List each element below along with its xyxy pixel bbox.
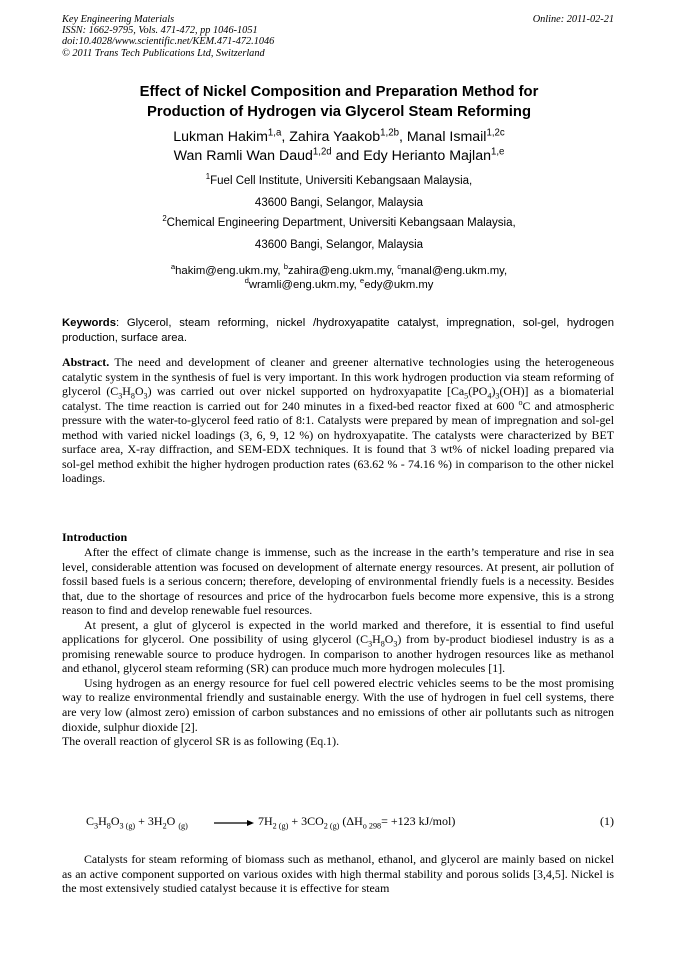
- email-mark: a: [170, 262, 176, 272]
- abstract-text: ): [491, 384, 496, 399]
- email-address: wramli@eng.ukm.my,: [248, 279, 360, 291]
- author-name: Edy Herianto Majlan: [363, 148, 491, 164]
- subscript: 2 (g): [323, 821, 340, 831]
- subscript: 3 (g): [119, 821, 136, 831]
- email-address: manal@eng.ukm.my,: [401, 265, 508, 277]
- subscript: o 298: [362, 821, 382, 831]
- paragraph-text: O: [384, 632, 394, 647]
- paragraph: The overall reaction of glycerol SR is as following (Eq.1).: [62, 734, 340, 749]
- email-mark: e: [359, 276, 365, 286]
- paragraph: Catalysts for steam reforming of biomass such as methanol, ethanol, and glycerol are mainly based on nickel as an active component supported on various oxides with high thermal stability and porous solids [3,4,5]. Nickel is the most extensively studied catalyst because it is effective for steam: [62, 852, 614, 896]
- abstract-label: Abstract.: [62, 355, 110, 369]
- author-name: Zahira Yaakob: [289, 129, 381, 145]
- abstract-text: ) was carried out over nickel supported on hydroxyapatite [Ca: [147, 384, 465, 399]
- keywords-text: : Glycerol, steam reforming, nickel /hydroxyapatite catalyst, impregnation, sol-gel, hydrogen production, surface area.: [62, 317, 614, 344]
- keywords-label: Keywords: [62, 317, 116, 329]
- email-mark: b: [283, 262, 288, 272]
- equation-number: (1): [600, 814, 614, 828]
- subscript: 4: [487, 391, 492, 401]
- closing-paragraph: [62, 852, 614, 896]
- paragraph-text: At present, a glut of glycerol is expected in the world marked and therefore, it is essential to find useful applications for glycerol. One possibility of using glycerol (C: [62, 617, 614, 647]
- email-address: hakim@eng.ukm.my,: [175, 265, 284, 277]
- doi-line: doi:10.4028/www.scientific.net/KEM.471-472.1046: [62, 36, 275, 48]
- author-affiliation-mark: 1,a: [267, 127, 282, 139]
- eq-text: H: [98, 814, 107, 828]
- eq-text: + 3CO: [288, 814, 324, 828]
- title-line-1: Effect of Nickel Composition and Preparation Method for: [139, 84, 539, 100]
- degree-mark: o: [518, 397, 523, 407]
- subscript: 3: [94, 821, 99, 831]
- eq-text: + 3H: [135, 814, 163, 828]
- paragraph: [62, 618, 614, 676]
- email-mark: d: [244, 276, 249, 286]
- author-name: Lukman Hakim: [173, 129, 268, 145]
- author-list: [40, 128, 638, 166]
- equation-reactants: [86, 813, 188, 829]
- subscript: 3: [495, 391, 500, 401]
- email-list: [40, 264, 638, 292]
- affiliation-2-address: 43600 Bangi, Selangor, Malaysia: [254, 239, 424, 251]
- affiliation-1-address: 43600 Bangi, Selangor, Malaysia: [254, 197, 424, 209]
- subscript: 3: [368, 639, 373, 649]
- affiliation-text: Chemical Engineering Department, Universiti Kebangsaan Malaysia,: [166, 217, 516, 229]
- subscript: 3: [143, 391, 148, 401]
- subscript: 2 (g): [272, 821, 289, 831]
- title-line-2: Production of Hydrogen via Glycerol Steam Reforming: [147, 104, 531, 120]
- online-date: Online: 2011-02-21: [532, 14, 614, 25]
- abstract: [62, 355, 614, 486]
- author-separator: and: [331, 148, 364, 164]
- author-name: Manal Ismail: [406, 129, 487, 145]
- abstract-text: H: [122, 384, 131, 399]
- copyright-line: © 2011 Trans Tech Publications Ltd, Switzerland: [62, 47, 265, 59]
- paragraph: After the effect of climate change is immense, such as the increase in the earth’s temperature and rise in sea level, considerable attention was focused on development of alternate energy resources. At present, air pollution of fossil based fuels is a serious concern; therefore, developing of environmental friendly fuels is a necessity. Besides that, due to the shortage of resources and price of the hydrocarbon fuels become more expensive, this is a strong reason to find and develop renewable fuel resources.: [62, 545, 614, 618]
- subscript: (g): [178, 821, 188, 831]
- introduction-body: [62, 545, 614, 749]
- author-separator: ,: [281, 129, 290, 145]
- paragraph-text: ) from by-product biodiesel industry is as a promising renewable source to produce hydrogen. In comparison to another hydrogen resources like as methanol and ethanol, glycerol steam reforming (SR) can produce much more hydrogen molecules [1].: [62, 632, 614, 676]
- author-name: Wan Ramli Wan Daud: [173, 148, 313, 164]
- abstract-text: O: [134, 384, 144, 399]
- abstract-text: (PO: [468, 384, 488, 399]
- eq-text: = +123 kJ/mol): [381, 814, 456, 828]
- affiliation-2: [40, 216, 638, 230]
- issn-line: ISSN: 1662-9795, Vols. 471-472, pp 1046-1051: [62, 25, 258, 37]
- section-heading-introduction: Introduction: [62, 530, 128, 544]
- paragraph-text: H: [372, 632, 381, 647]
- keywords: [62, 316, 614, 345]
- paragraph: Using hydrogen as an energy resource for fuel cell powered electric vehicles seems to be the most promising way to realize environmental friendly and sustainable energy. With the use of hydrogen in fuel cell systems, there are very low (almost zero) emission of carbon substances and no emissions of other air pollutants such as nitrogen dioxide, sulphur dioxide [2].: [62, 675, 614, 734]
- abstract-text: (OH)] as a biomaterial catalyst. The time reaction is carried out for 240 minutes in a fixed-bed reactor fixed at 600: [62, 384, 614, 413]
- author-affiliation-mark: 1,2b: [380, 127, 399, 139]
- eq-text: (ΔH: [339, 814, 363, 828]
- affiliation-1: [40, 174, 638, 188]
- subscript: 3: [118, 391, 123, 401]
- authors-line-1: [40, 128, 638, 147]
- email-address: edy@ukm.my: [364, 279, 434, 291]
- email-mark: c: [397, 262, 402, 272]
- subscript: 5: [464, 391, 469, 401]
- author-affiliation-mark: 1,2c: [486, 127, 505, 139]
- email-address: zahira@eng.ukm.my,: [288, 265, 398, 277]
- affiliation-mark: 1: [205, 172, 211, 182]
- subscript: 8: [106, 821, 111, 831]
- journal-header: [62, 14, 274, 59]
- journal-name: Key Engineering Materials: [62, 14, 175, 25]
- equation-products: [258, 813, 455, 829]
- affiliation-mark: 2: [162, 214, 167, 224]
- author-affiliation-mark: 1,2d: [312, 146, 332, 158]
- eq-text: O: [110, 814, 120, 828]
- abstract-text: C and atmospheric pressure with the water-to-glycerol feed ratio of 8:1. Catalysts were prepared by mean of impregnation and sol-gel method with varied nickel loadings (3, 6, 9, 12 %) on hydroxyapatite. The catalysts were characterized by BET surface area, X-ray diffraction, and SEM-EDX techniques. It is found that 3 wt% of nickel loading prepared via sol-gel method exhibit the higher hydrogen production rates (63.62 % - 74.16 %) in comparison to the other nickel loadings.: [62, 398, 614, 486]
- subscript: 2: [162, 821, 167, 831]
- eq-text: O: [166, 814, 179, 828]
- author-separator: ,: [398, 129, 407, 145]
- authors-line-2: [40, 147, 638, 166]
- subscript: 8: [380, 639, 385, 649]
- eq-text: 7H: [258, 814, 273, 828]
- affiliation-text: Fuel Cell Institute, Universiti Kebangsaan Malaysia,: [210, 175, 473, 187]
- reaction-arrow-icon: [214, 820, 254, 826]
- eq-text: C: [86, 814, 95, 828]
- subscript: 3: [393, 639, 398, 649]
- author-affiliation-mark: 1,e: [490, 146, 505, 158]
- paper-title: [40, 82, 638, 122]
- subscript: 8: [130, 391, 135, 401]
- abstract-text: The need and development of cleaner and greener alternative technologies using the heterogeneous catalytic system in the synthesis of fuel is very important. In this work hydrogen production via steam reforming of glycerol (C: [62, 355, 614, 399]
